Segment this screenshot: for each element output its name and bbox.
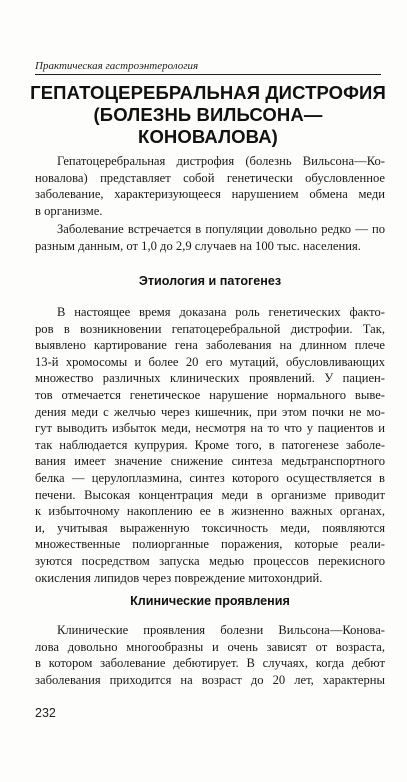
text-line: зуются посредством запуска медью процессов перекисного — [35, 553, 385, 568]
text-line: гут выводить избыток меди, несмотря на то что у пациентов и — [35, 421, 385, 436]
text-line: печени. Высокая концентрация меди в организме приводит — [35, 487, 385, 502]
text-line: В настоящее время доказана роль генетических факто- — [57, 305, 385, 319]
section-heading-clinical: Клинические проявления — [130, 594, 290, 608]
text-line: множество различных клинических проявлений. У пациен- — [35, 371, 385, 386]
chapter-title-line-1: ГЕПАТОЦЕРЕБРАЛЬНАЯ ДИСТРОФИЯ — [30, 82, 386, 103]
text-line: заболевание, характеризующееся нарушением обмена меди — [35, 187, 385, 202]
intro-paragraph-2 — [35, 221, 385, 254]
text-line: белка — церулоплазмина, синтез которого осуществляется в — [35, 470, 385, 485]
chapter-title-line-2: (БОЛЕЗНЬ ВИЛЬСОНА— — [93, 104, 323, 125]
text-line: 13-й хромосомы и более 20 его мутаций, обусловливающих — [35, 354, 385, 369]
text-line: к избыточному накоплению ее в жизненно важных органах, — [35, 504, 385, 519]
text-line: разным данным, от 1,0 до 2,9 случаев на 100 тыс. населения. — [35, 238, 361, 253]
text-line: дения меди с желчью через кишечник, при этом почки не мо- — [35, 404, 385, 419]
text-line: в организме. — [35, 203, 103, 218]
text-line: вания имеет значение снижение синтеза медьтранспортного — [35, 454, 385, 469]
chapter-title — [30, 82, 386, 148]
text-line: Клинические проявления болезни Вильсона—Конова- — [57, 623, 385, 637]
running-head: Практическая гастроэнтерология — [35, 60, 199, 72]
text-line: новалова) представляет собой генетически обусловленное — [35, 170, 385, 185]
text-line: заболевания приходится на возраст до 20 лет, характерны — [35, 672, 385, 687]
text-line: ров в возникновении гепатоцеребральной дистрофии. Так, — [35, 321, 385, 336]
text-line: так наблюдается купрурия. Кроме того, в патогенезе заболе- — [35, 437, 385, 452]
etiology-paragraph — [35, 304, 385, 586]
intro-paragraph-1 — [35, 153, 385, 219]
chapter-title-line-3: КОНОВАЛОВА) — [138, 126, 278, 147]
text-line: тов отмечается генетическое нарушение нормального выве- — [35, 387, 385, 402]
header-rule — [35, 74, 381, 75]
text-line: выявлено картирование гена заболевания на длинном плече — [35, 338, 385, 353]
text-line: Гепатоцеребральная дистрофия (болезнь Вильсона—Ко- — [57, 154, 385, 168]
text-line: лова довольно многообразны и очень зависят от возраста, — [35, 639, 385, 654]
text-line: в котором заболевание дебютирует. В случаях, когда дебют — [35, 656, 385, 671]
clinical-paragraph — [35, 622, 385, 688]
text-line: окисления липидов через повреждение митохондрий. — [35, 570, 323, 585]
text-line: Заболевание встречается в популяции довольно редко — по — [57, 222, 385, 236]
text-line: множественные полиорганные поражения, которые реали- — [35, 537, 385, 552]
text-line: и, учитывая выраженную токсичность меди, появляются — [35, 520, 385, 535]
section-heading-etiology: Этиология и патогенез — [138, 274, 282, 288]
page-number: 232 — [35, 706, 56, 720]
